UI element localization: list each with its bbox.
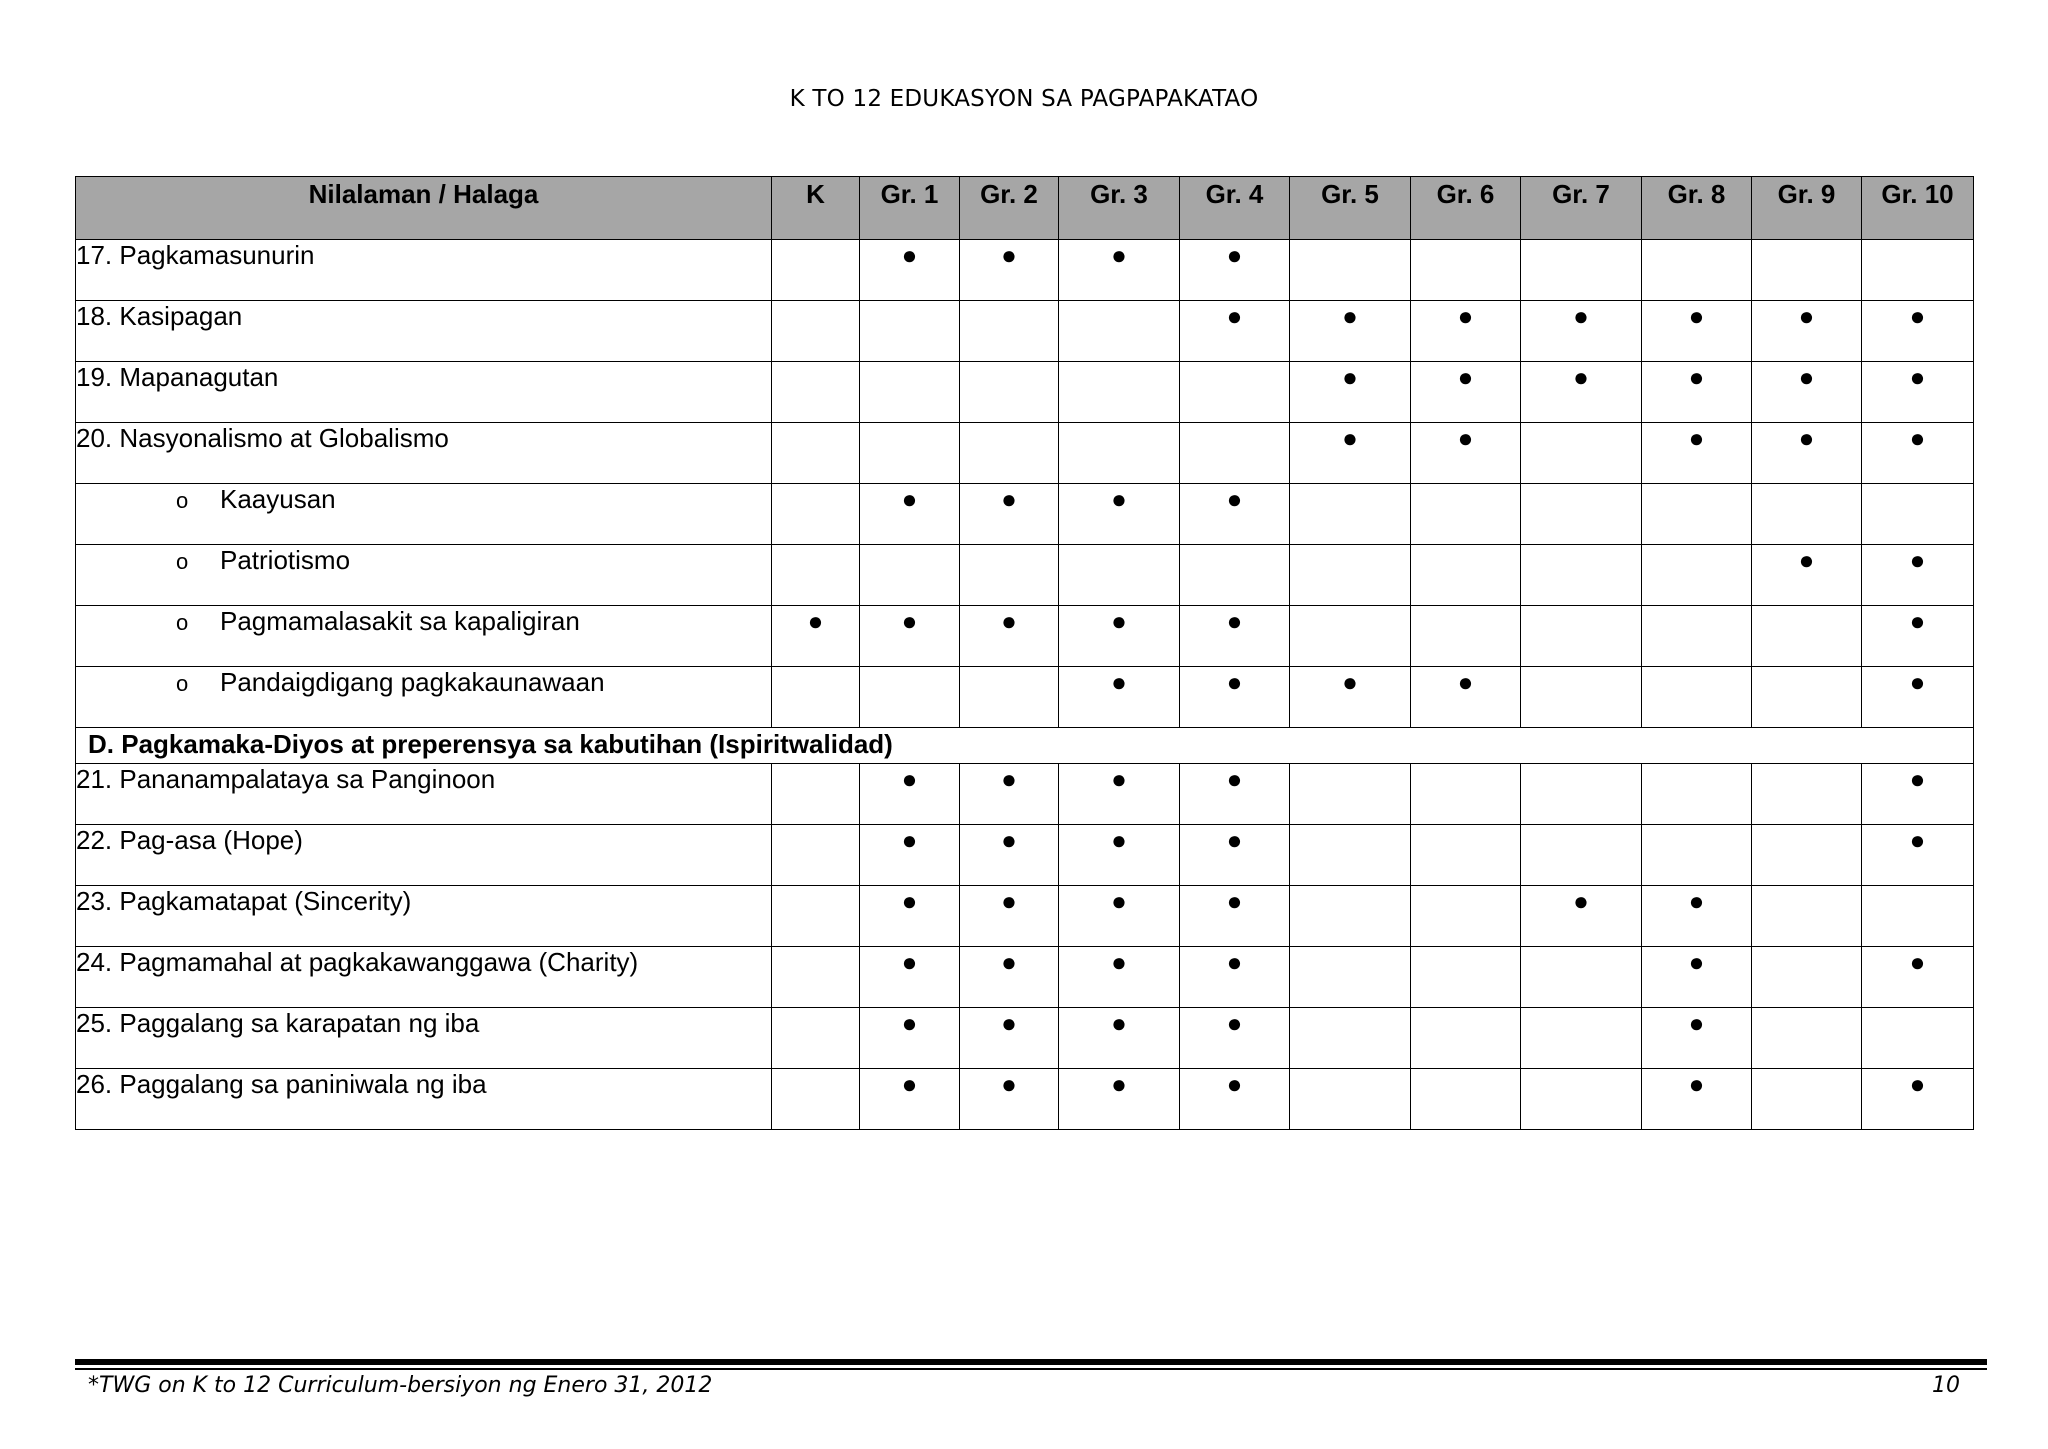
- grade-cell: [860, 1008, 960, 1069]
- grade-cell: [1752, 240, 1862, 301]
- grade-cell: [1290, 240, 1411, 301]
- grade-cell: [772, 1069, 860, 1130]
- grade-cell: [1059, 667, 1180, 728]
- grade-cell: [1059, 947, 1180, 1008]
- grade-cell: [960, 825, 1059, 886]
- grade-cell: [1180, 764, 1290, 825]
- grade-cell: [960, 423, 1059, 484]
- grade-cell: [1642, 825, 1752, 886]
- mark-dot: ●: [1688, 423, 1705, 453]
- grade-cell: [860, 362, 960, 423]
- grade-cell: [1521, 362, 1642, 423]
- grade-cell: [1862, 545, 1974, 606]
- mark-dot: ●: [901, 825, 918, 855]
- mark-dot: ●: [901, 484, 918, 514]
- grade-cell: [960, 1008, 1059, 1069]
- mark-dot: ●: [1688, 1069, 1705, 1099]
- mark-dot: ●: [1001, 764, 1017, 794]
- mark-dot: ●: [901, 240, 918, 270]
- header-content-value: Nilalaman / Halaga: [76, 177, 772, 240]
- grade-cell: [1180, 886, 1290, 947]
- row-label-cell: [76, 1008, 772, 1069]
- row-label: Pagmamalasakit sa kapaligiran: [220, 606, 580, 636]
- table-header-row: [76, 177, 1974, 240]
- row-label-cell: [76, 240, 772, 301]
- grade-cell: [1642, 606, 1752, 667]
- grade-cell: [1521, 1069, 1642, 1130]
- grade-cell: [772, 825, 860, 886]
- mark-dot: ●: [1001, 825, 1017, 855]
- grade-cell: [1059, 545, 1180, 606]
- mark-dot: ●: [1226, 947, 1243, 977]
- grade-cell: [1411, 947, 1521, 1008]
- grade-cell: [860, 947, 960, 1008]
- grade-cell: [1411, 886, 1521, 947]
- grade-cell: [1059, 886, 1180, 947]
- grade-cell: [1290, 606, 1411, 667]
- grade-cell: [860, 825, 960, 886]
- grade-cell: [1862, 606, 1974, 667]
- grade-cell: [1180, 301, 1290, 362]
- grade-cell: [1411, 240, 1521, 301]
- mark-dot: ●: [1342, 667, 1358, 697]
- row-label-cell: [76, 423, 772, 484]
- mark-dot: ●: [1688, 886, 1705, 916]
- row-label: 26. Paggalang sa paniniwala ng iba: [76, 1069, 487, 1099]
- grade-cell: [1290, 301, 1411, 362]
- mark-dot: ●: [1688, 362, 1705, 392]
- grade-cell: [1862, 423, 1974, 484]
- grade-cell: [1752, 825, 1862, 886]
- mark-dot: ●: [1111, 947, 1127, 977]
- mark-dot: ●: [1111, 825, 1127, 855]
- grade-cell: [960, 1069, 1059, 1130]
- table-body: [76, 240, 1974, 1130]
- grade-cell: [1059, 825, 1180, 886]
- grade-cell: [1862, 301, 1974, 362]
- mark-dot: ●: [1909, 423, 1926, 453]
- grade-cell: [1290, 423, 1411, 484]
- mark-dot: ●: [1001, 947, 1017, 977]
- grade-cell: [1180, 667, 1290, 728]
- grade-cell: [1862, 1008, 1974, 1069]
- grade-cell: [772, 606, 860, 667]
- mark-dot: ●: [1457, 301, 1474, 331]
- table-row: [76, 301, 1974, 362]
- page-number: 10: [1932, 1373, 1960, 1398]
- header-gr5: Gr. 5: [1290, 177, 1411, 240]
- grade-cell: [1290, 825, 1411, 886]
- grade-cell: [1059, 362, 1180, 423]
- grade-cell: [1290, 764, 1411, 825]
- mark-dot: ●: [1111, 1069, 1127, 1099]
- grade-cell: [772, 947, 860, 1008]
- grade-cell: [1752, 484, 1862, 545]
- grade-cell: [1521, 240, 1642, 301]
- row-label-cell: [76, 301, 772, 362]
- grade-cell: [1411, 667, 1521, 728]
- curriculum-table: [75, 176, 1974, 1130]
- mark-dot: ●: [1226, 606, 1243, 636]
- grade-cell: [1290, 484, 1411, 545]
- footer-note: *TWG on K to 12 Curriculum-bersiyon ng Enero 31, 2012: [88, 1373, 713, 1398]
- grade-cell: [772, 301, 860, 362]
- row-label: 17. Pagkamasunurin: [76, 240, 315, 270]
- mark-dot: ●: [1342, 301, 1358, 331]
- grade-cell: [1642, 545, 1752, 606]
- mark-dot: ●: [1457, 667, 1474, 697]
- grade-cell: [860, 606, 960, 667]
- grade-cell: [1862, 484, 1974, 545]
- mark-dot: ●: [901, 886, 918, 916]
- grade-cell: [1290, 1069, 1411, 1130]
- grade-cell: [1862, 886, 1974, 947]
- mark-dot: ●: [1226, 301, 1243, 331]
- grade-cell: [1862, 764, 1974, 825]
- grade-cell: [1862, 667, 1974, 728]
- grade-cell: [960, 301, 1059, 362]
- grade-cell: [1059, 240, 1180, 301]
- header-gr7: Gr. 7: [1521, 177, 1642, 240]
- grade-cell: [1521, 301, 1642, 362]
- grade-cell: [960, 606, 1059, 667]
- grade-cell: [1411, 362, 1521, 423]
- table-row: [76, 947, 1974, 1008]
- sub-bullet: o: [176, 549, 189, 574]
- mark-dot: ●: [1226, 764, 1243, 794]
- grade-cell: [960, 667, 1059, 728]
- grade-cell: [1642, 240, 1752, 301]
- grade-cell: [1521, 423, 1642, 484]
- mark-dot: ●: [1909, 606, 1926, 636]
- row-label-cell: [76, 606, 772, 667]
- grade-cell: [1642, 484, 1752, 545]
- row-label: 20. Nasyonalismo at Globalismo: [76, 423, 449, 453]
- mark-dot: ●: [1111, 667, 1127, 697]
- grade-cell: [860, 1069, 960, 1130]
- sub-bullet: o: [176, 671, 189, 696]
- grade-cell: [1752, 667, 1862, 728]
- mark-dot: ●: [1226, 484, 1243, 514]
- table-row: [76, 362, 1974, 423]
- grade-cell: [1059, 423, 1180, 484]
- grade-cell: [772, 1008, 860, 1069]
- mark-dot: ●: [1111, 886, 1127, 916]
- header-gr4: Gr. 4: [1180, 177, 1290, 240]
- mark-dot: ●: [1342, 362, 1358, 392]
- grade-cell: [1180, 606, 1290, 667]
- footer-rule-thin: [75, 1368, 1987, 1370]
- grade-cell: [860, 667, 960, 728]
- header-gr8: Gr. 8: [1642, 177, 1752, 240]
- grade-cell: [772, 886, 860, 947]
- grade-cell: [1521, 886, 1642, 947]
- grade-cell: [1411, 423, 1521, 484]
- grade-cell: [1752, 301, 1862, 362]
- grade-cell: [1752, 1069, 1862, 1130]
- mark-dot: ●: [1226, 240, 1243, 270]
- row-label: 23. Pagkamatapat (Sincerity): [76, 886, 412, 916]
- grade-cell: [1180, 423, 1290, 484]
- grade-cell: [960, 886, 1059, 947]
- header-k: K: [772, 177, 860, 240]
- mark-dot: ●: [1111, 240, 1127, 270]
- grade-cell: [960, 484, 1059, 545]
- grade-cell: [960, 362, 1059, 423]
- mark-dot: ●: [1798, 545, 1815, 575]
- mark-dot: ●: [1688, 947, 1705, 977]
- row-label: 21. Pananampalataya sa Panginoon: [76, 764, 496, 794]
- grade-cell: [1521, 947, 1642, 1008]
- grade-cell: [1752, 545, 1862, 606]
- mark-dot: ●: [1111, 1008, 1127, 1038]
- grade-cell: [1642, 667, 1752, 728]
- row-label: 24. Pagmamahal at pagkakawanggawa (Charity): [76, 947, 639, 977]
- grade-cell: [772, 764, 860, 825]
- mark-dot: ●: [1457, 362, 1474, 392]
- grade-cell: [1059, 484, 1180, 545]
- grade-cell: [772, 667, 860, 728]
- grade-cell: [772, 484, 860, 545]
- grade-cell: [1862, 362, 1974, 423]
- mark-dot: ●: [1573, 886, 1589, 916]
- grade-cell: [1862, 240, 1974, 301]
- mark-dot: ●: [1001, 484, 1017, 514]
- grade-cell: [1752, 606, 1862, 667]
- grade-cell: [860, 545, 960, 606]
- grade-cell: [1521, 667, 1642, 728]
- row-label-cell: [76, 947, 772, 1008]
- grade-cell: [1290, 545, 1411, 606]
- grade-cell: [1642, 362, 1752, 423]
- table-row: [76, 423, 1974, 484]
- sub-bullet: o: [176, 488, 189, 513]
- mark-dot: ●: [901, 764, 918, 794]
- row-label: 19. Mapanagutan: [76, 362, 279, 392]
- row-label: 18. Kasipagan: [76, 301, 243, 331]
- grade-cell: [860, 240, 960, 301]
- mark-dot: ●: [1909, 667, 1926, 697]
- grade-cell: [772, 240, 860, 301]
- grade-cell: [960, 545, 1059, 606]
- grade-cell: [1521, 545, 1642, 606]
- grade-cell: [860, 764, 960, 825]
- grade-cell: [1642, 301, 1752, 362]
- grade-cell: [960, 947, 1059, 1008]
- grade-cell: [1752, 764, 1862, 825]
- mark-dot: ●: [1909, 301, 1926, 331]
- row-label-cell: [76, 764, 772, 825]
- table-row: [76, 667, 1974, 728]
- grade-cell: [1752, 886, 1862, 947]
- grade-cell: [1862, 1069, 1974, 1130]
- grade-cell: [1180, 362, 1290, 423]
- grade-cell: [860, 484, 960, 545]
- grade-cell: [1411, 825, 1521, 886]
- mark-dot: ●: [1001, 240, 1017, 270]
- grade-cell: [1411, 764, 1521, 825]
- row-label: 22. Pag-asa (Hope): [76, 825, 303, 855]
- row-label-cell: [76, 545, 772, 606]
- table-row: [76, 606, 1974, 667]
- row-label-cell: [76, 484, 772, 545]
- row-label: Kaayusan: [220, 484, 336, 514]
- table-row: [76, 1008, 1974, 1069]
- row-label: Patriotismo: [220, 545, 351, 575]
- grade-cell: [1411, 301, 1521, 362]
- grade-cell: [772, 545, 860, 606]
- mark-dot: ●: [901, 1008, 918, 1038]
- grade-cell: [1059, 1008, 1180, 1069]
- mark-dot: ●: [1909, 545, 1926, 575]
- mark-dot: ●: [1798, 301, 1815, 331]
- grade-cell: [1290, 362, 1411, 423]
- mark-dot: ●: [1909, 1069, 1926, 1099]
- mark-dot: ●: [1909, 362, 1926, 392]
- header-gr10: Gr. 10: [1862, 177, 1974, 240]
- mark-dot: ●: [901, 1069, 918, 1099]
- grade-cell: [1521, 825, 1642, 886]
- grade-cell: [1642, 947, 1752, 1008]
- grade-cell: [1180, 240, 1290, 301]
- row-label: Pandaigdigang pagkakaunawaan: [220, 667, 605, 697]
- sub-bullet: o: [176, 610, 189, 635]
- table-row: [76, 825, 1974, 886]
- grade-cell: [1180, 825, 1290, 886]
- mark-dot: ●: [1909, 825, 1926, 855]
- grade-cell: [1642, 886, 1752, 947]
- section-row: [76, 728, 1974, 764]
- footer-rule-thick: [75, 1359, 1987, 1365]
- section-label: D. Pagkamaka-Diyos at preperensya sa kabutihan (Ispiritwalidad): [76, 728, 1974, 764]
- mark-dot: ●: [1798, 423, 1815, 453]
- grade-cell: [1752, 947, 1862, 1008]
- grade-cell: [960, 240, 1059, 301]
- mark-dot: ●: [1001, 1008, 1017, 1038]
- grade-cell: [960, 764, 1059, 825]
- header-gr3: Gr. 3: [1059, 177, 1180, 240]
- row-label-cell: [76, 886, 772, 947]
- grade-cell: [1752, 423, 1862, 484]
- header-gr2: Gr. 2: [960, 177, 1059, 240]
- mark-dot: ●: [1226, 667, 1243, 697]
- mark-dot: ●: [1001, 606, 1017, 636]
- table-row: [76, 240, 1974, 301]
- grade-cell: [860, 423, 960, 484]
- grade-cell: [860, 301, 960, 362]
- mark-dot: ●: [1226, 886, 1243, 916]
- row-label: 25. Paggalang sa karapatan ng iba: [76, 1008, 480, 1038]
- mark-dot: ●: [1342, 423, 1358, 453]
- grade-cell: [1642, 423, 1752, 484]
- table-row: [76, 545, 1974, 606]
- grade-cell: [1290, 667, 1411, 728]
- mark-dot: ●: [1226, 825, 1243, 855]
- mark-dot: ●: [1457, 423, 1474, 453]
- row-label-cell: [76, 362, 772, 423]
- grade-cell: [1862, 825, 1974, 886]
- grade-cell: [1862, 947, 1974, 1008]
- grade-cell: [1059, 606, 1180, 667]
- mark-dot: ●: [1909, 947, 1926, 977]
- row-label-cell: [76, 825, 772, 886]
- grade-cell: [772, 362, 860, 423]
- grade-cell: [1642, 764, 1752, 825]
- mark-dot: ●: [1111, 484, 1127, 514]
- row-label-cell: [76, 667, 772, 728]
- mark-dot: ●: [807, 606, 824, 636]
- grade-cell: [1059, 764, 1180, 825]
- grade-cell: [1521, 484, 1642, 545]
- grade-cell: [1290, 886, 1411, 947]
- grade-cell: [1290, 947, 1411, 1008]
- mark-dot: ●: [1798, 362, 1815, 392]
- grade-cell: [1642, 1069, 1752, 1130]
- mark-dot: ●: [901, 606, 918, 636]
- table-row: [76, 764, 1974, 825]
- mark-dot: ●: [1226, 1008, 1243, 1038]
- grade-cell: [1290, 1008, 1411, 1069]
- mark-dot: ●: [1573, 362, 1589, 392]
- row-label-cell: [76, 1069, 772, 1130]
- grade-cell: [1180, 1008, 1290, 1069]
- mark-dot: ●: [1226, 1069, 1243, 1099]
- grade-cell: [1521, 1008, 1642, 1069]
- mark-dot: ●: [1001, 886, 1017, 916]
- mark-dot: ●: [1688, 301, 1705, 331]
- grade-cell: [1059, 301, 1180, 362]
- document-title: K TO 12 EDUKASYON SA PAGPAPAKATAO: [789, 86, 1259, 112]
- table-row: [76, 484, 1974, 545]
- mark-dot: ●: [1111, 606, 1127, 636]
- mark-dot: ●: [1909, 764, 1926, 794]
- grade-cell: [1411, 606, 1521, 667]
- grade-cell: [1059, 1069, 1180, 1130]
- grade-cell: [1411, 484, 1521, 545]
- table-row: [76, 1069, 1974, 1130]
- grade-cell: [1180, 484, 1290, 545]
- table-row: [76, 886, 1974, 947]
- grade-cell: [1180, 1069, 1290, 1130]
- mark-dot: ●: [901, 947, 918, 977]
- grade-cell: [1521, 764, 1642, 825]
- grade-cell: [1411, 1008, 1521, 1069]
- grade-cell: [1521, 606, 1642, 667]
- grade-cell: [1411, 545, 1521, 606]
- grade-cell: [1752, 1008, 1862, 1069]
- header-gr6: Gr. 6: [1411, 177, 1521, 240]
- grade-cell: [1642, 1008, 1752, 1069]
- header-gr9: Gr. 9: [1752, 177, 1862, 240]
- mark-dot: ●: [1573, 301, 1589, 331]
- grade-cell: [772, 423, 860, 484]
- grade-cell: [1180, 947, 1290, 1008]
- mark-dot: ●: [1001, 1069, 1017, 1099]
- header-gr1: Gr. 1: [860, 177, 960, 240]
- grade-cell: [1411, 1069, 1521, 1130]
- grade-cell: [1180, 545, 1290, 606]
- grade-cell: [860, 886, 960, 947]
- mark-dot: ●: [1111, 764, 1127, 794]
- mark-dot: ●: [1688, 1008, 1705, 1038]
- grade-cell: [1752, 362, 1862, 423]
